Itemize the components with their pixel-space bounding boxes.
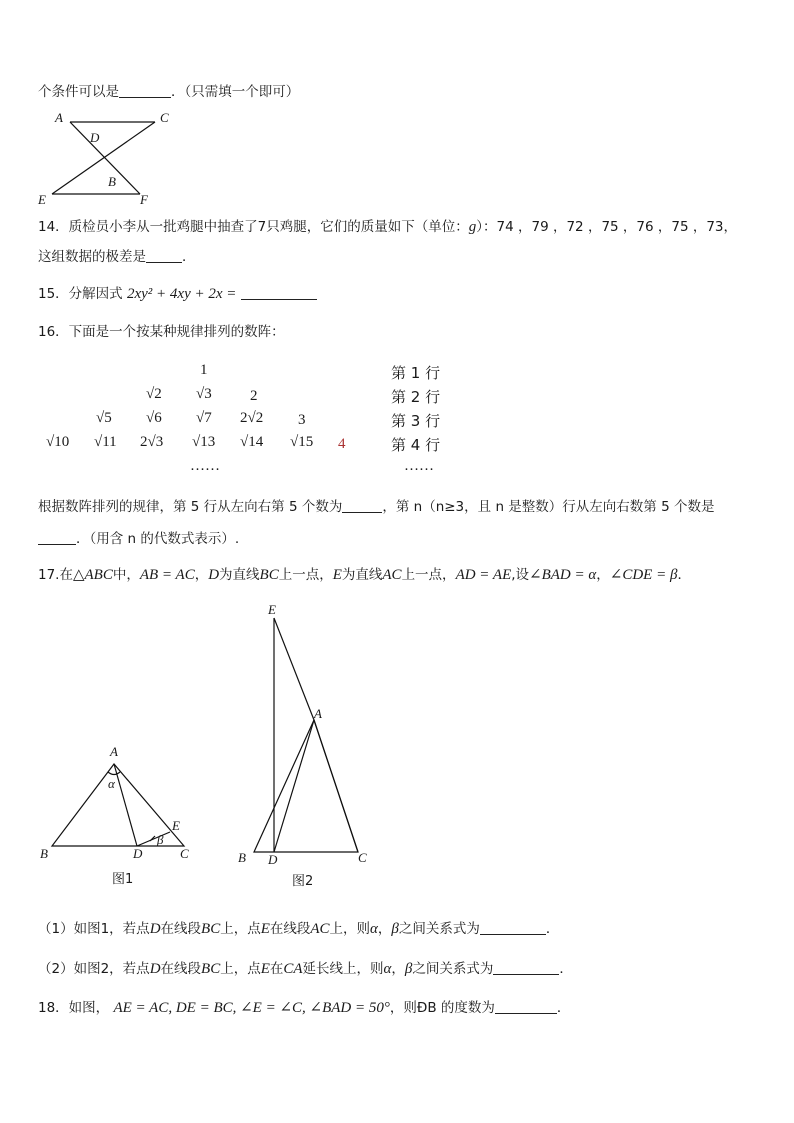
q16-question-line2: ．（用含 n 的代数式表示）. xyxy=(38,529,239,549)
q13-figure xyxy=(40,112,190,207)
q15-line: 15．分解因式 2xy² + 4xy + 2x = xyxy=(38,284,317,304)
point-label: B xyxy=(40,846,48,861)
array-ellipsis: …… xyxy=(404,458,434,474)
array-cell: 3 xyxy=(298,412,306,428)
array-cell: √10 xyxy=(46,434,70,450)
point-label: D xyxy=(133,846,143,861)
array-cell: 2√2 xyxy=(240,410,264,426)
q17-figure-1 xyxy=(38,750,208,860)
row-label: 第 3 行 xyxy=(391,412,441,430)
array-cell: √7 xyxy=(196,410,212,426)
array-cell: √5 xyxy=(96,410,112,426)
q17-part2: （2）如图2，若点D在线段BC上，点E在CA延长线上，则α，β之间关系式为 ． xyxy=(38,961,573,977)
row-label: 第 4 行 xyxy=(391,436,441,454)
point-label: A xyxy=(55,110,63,125)
point-label: F xyxy=(140,192,148,207)
q16-intro: 16．下面是一个按某种规律排列的数阵： xyxy=(38,324,285,340)
q17-stem: 17.在△ABC中，AB = AC，D为直线BC上一点，E为直线AC上一点，AD = AE,设∠BAD = α，∠CDE = β． xyxy=(38,567,691,583)
point-label: E xyxy=(268,602,276,617)
point-label: C xyxy=(160,110,169,125)
array-cell: √2 xyxy=(146,386,162,402)
answer-blank[interactable] xyxy=(119,83,171,98)
point-label: B xyxy=(238,850,246,865)
point-label: E xyxy=(172,818,180,833)
array-cell: √6 xyxy=(146,410,162,426)
answer-blank[interactable] xyxy=(493,960,559,975)
array-cell: 2 xyxy=(250,388,258,404)
q17-part1: （1）如图1，若点D在线段BC上，点E在线段AC上，则α，β之间关系式为 ． xyxy=(38,921,560,937)
angle-label: α xyxy=(108,776,115,791)
q16-question-line1: 根据数阵排列的规律，第 5 行从左向右第 5 个数为 ，第 n（n≥3，且 n 是整数）行从左向右数第 5 个数是 xyxy=(38,499,715,515)
q17-figure-2 xyxy=(246,608,386,868)
figure-caption: 图2 xyxy=(292,874,314,889)
array-cell: 2√3 xyxy=(140,434,164,450)
q13-line: 个条件可以是 ．（只需填一个即可） xyxy=(38,84,300,100)
row-label: 第 1 行 xyxy=(391,364,441,382)
q18-line: 18．如图， AE = AC, DE = BC, ∠E = ∠C, ∠BAD = 50°，则ÐB 的度数为 ． xyxy=(38,1000,571,1016)
figure-caption: 图1 xyxy=(112,872,134,887)
point-label: E xyxy=(38,192,46,207)
array-cell: √3 xyxy=(196,386,212,402)
point-label: B xyxy=(108,174,116,189)
array-cell: √14 xyxy=(240,434,264,450)
angle-label: β xyxy=(157,832,164,847)
answer-blank[interactable] xyxy=(38,530,76,545)
row-label: 第 2 行 xyxy=(391,388,441,406)
point-label: A xyxy=(110,744,118,759)
answer-blank[interactable] xyxy=(146,248,182,263)
point-label: D xyxy=(90,130,100,145)
point-label: C xyxy=(180,846,189,861)
answer-blank[interactable] xyxy=(241,285,317,300)
point-label: D xyxy=(268,852,278,867)
array-cell: √15 xyxy=(290,434,314,450)
answer-blank[interactable] xyxy=(342,498,382,513)
point-label: C xyxy=(358,850,367,865)
array-cell: √13 xyxy=(192,434,216,450)
point-label: A xyxy=(314,706,322,721)
array-ellipsis: …… xyxy=(190,458,220,474)
q14-line2: 这组数据的极差是 ． xyxy=(38,249,196,265)
answer-blank[interactable] xyxy=(495,999,557,1014)
array-cell: 4 xyxy=(338,436,346,452)
answer-blank[interactable] xyxy=(480,920,546,935)
array-cell: 1 xyxy=(200,362,208,378)
array-cell: √11 xyxy=(94,434,117,450)
q14-line1: 14．质检员小李从一批鸡腿中抽查了7只鸡腿，它们的质量如下（单位：g）：74 ，79 ，72 ，75 ，76 ，75 ，73， xyxy=(38,219,738,235)
